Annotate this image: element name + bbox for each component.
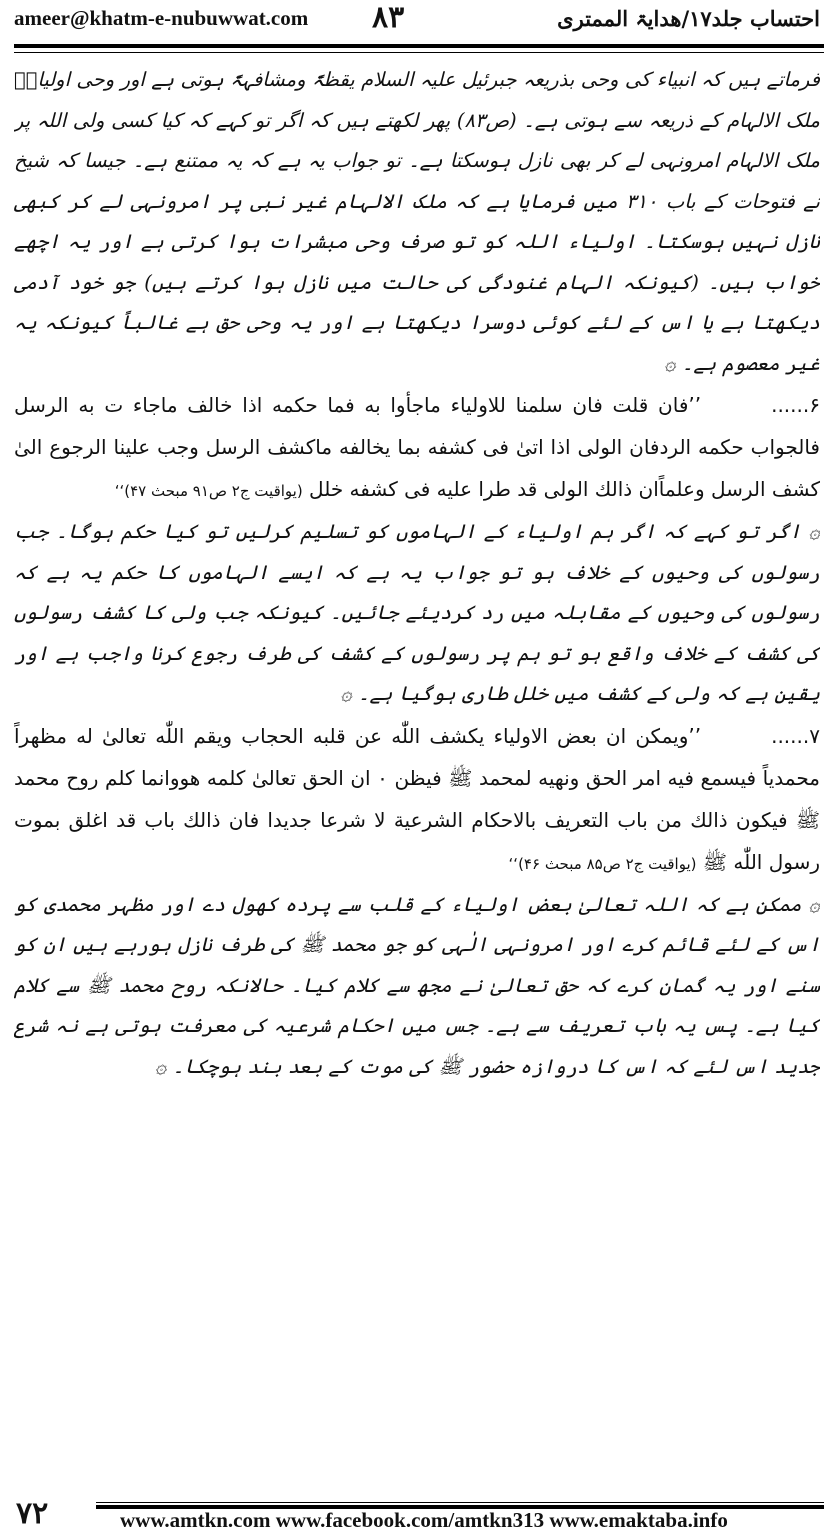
urdu-paragraph-3: ۞ ممکن ہے کہ اللہ تعالیٰ بعض اولیاء کے قلب سے پردہ کھول دے اور مظہر محمدی کو اس کے لئے قائم کرے اور امرونہی الٰہی کو جو محمد ﷺ کی طرف نازل ہورہے ہیں ان کو سنے اور یہ گمان کرے کہ حق تعالیٰ نے مجھ سے کلام کیا۔ حالانکہ روح محمد ﷺ سے کلام کیا ہے۔ پس یہ باب تعریف سے ہے۔ جس میں احکام شرعیہ کی معرفت ہوتی ہے نہ شرع جدید اس لئے کہ اس کا دروازہ حضور ﷺ کی موت کے بعد بند ہوچکا۔ ۞ [14, 892, 820, 1078]
quote-number-7: ۷...... [771, 723, 820, 748]
arabic-quote-7-text: ’’ویمکن ان بعض الاولیاء یکشف اللّٰه عن قلبه الحجاب ویقم اللّٰه تعالیٰ له مظهراً محمدیاً فیسمع فیه امر الحق ونهیه لمحمد ﷺ فیظن ۰ ان الحق تعالیٰ کلمه هووانما کلم روح محمد ﷺ فیکون ذالك من باب التعریف بالاحکام الشرعیة لا شرعا جدیدا فان ذالك باب قد اغلق بموت رسول اللّٰه ﷺ [14, 723, 820, 874]
arabic-quote-6-text: ’’فان قلت فان سلمنا للاولیاء ماجأوا به فما حکمه اذا خالف ماجاء ت به الرسل فالجواب حکمه الردفان الولی اذا اتیٰ فی کشفه بما یخالفه ماکشف الرسل وجب علینا الرجوع الیٰ کشف الرسل وعلماًان ذالك الولی قد طرا علیه فی کشفه خلل [14, 393, 820, 501]
arabic-quote-6 [14, 384, 820, 512]
arabic-quote-7 [14, 715, 820, 885]
header-rule-thin [14, 52, 824, 53]
header-email: ameer@khatm-e-nubuwwat.com [14, 6, 309, 30]
quote-number-6: ۶...... [771, 393, 820, 417]
page-header [0, 0, 840, 44]
page-footer [0, 1490, 840, 1540]
urdu-paragraph-2: ۞ اگر تو کہے کہ اگر ہم اولیاء کے الہاموں کو تسلیم کرلیں تو کیا حکم ہوگا۔ جب رسولوں کی وحیوں کے خلاف ہو تو جواب یہ ہے کہ ایسے الہاموں کا حکم یہ ہے کہ رسولوں کی وحیوں کے مقابلہ میں رد کردیئے جائیں۔ کیونکہ جب ولی کا کشف رسولوں کی کشف کے خلاف واقع ہو تو ہم پر رسولوں کے کشف کی طرف رجوع کرنا واجب ہے اور یقین ہے کہ ولی کے کشف میں خلل طاری ہوگیا ہے۔ ۞ [14, 520, 820, 705]
footer-website-links: www.amtkn.com www.facebook.com/amtkn313 www.emaktaba.info [120, 1508, 728, 1532]
quote-7-reference: (یواقیت ج۲ ص۸۵ مبحث ۴۶)‘‘ [508, 854, 697, 873]
quote-6-reference: (یواقیت ج۲ ص۹۱ مبحث ۴۷)‘‘ [114, 482, 303, 500]
urdu-paragraph-1: فرماتے ہیں کہ انبیاء کی وحی بذریعہ جبرئیل علیہ السلام یقظۃً ومشافہۃً ہوتی ہے اور وحی اولیاءؒ ملک الالہام کے ذریعہ سے ہوتی ہے۔ (ص۸۳) پھر لکھتے ہیں کہ اگر تو کہے کہ کیا کسی ولی اللہ پر ملک الالہام امرونہی لے کر بھی نازل ہوسکتا ہے۔ تو جواب یہ ہے کہ یہ ممتنع ہے۔ جیسا کہ شیخ نے فتوحات کے باب ۳۱۰ میں فرمایا ہے کہ ملک الالہام غیر نبی پر امرونہی لے کر کبھی نازل نہیں ہوسکتا۔ اولیاء اللہ کو تو صرف وحی مبشرات ہوا کرتی ہے اور یہ اچھے خواب ہیں۔ (کیونکہ الہام غنودگی کی حالت میں نازل ہوا کرتے ہیں) جو خود آدمی دیکھتا ہے یا اس کے لئے کوئی دوسرا دیکھتا ہے اور یہ وحی حق ہے غالباً کیونکہ یہ غیر معصوم ہے۔ ۞ [14, 68, 820, 375]
footer-page-number: ۷۲ [16, 1496, 49, 1531]
header-book-title: احتساب جلد۱۷/ھدایۃ الممتری [557, 6, 820, 31]
header-rule-thick [14, 44, 824, 48]
footer-rule-thin [96, 1502, 824, 1503]
header-page-number: ۸۳ [372, 0, 405, 35]
page-body [14, 60, 820, 1460]
